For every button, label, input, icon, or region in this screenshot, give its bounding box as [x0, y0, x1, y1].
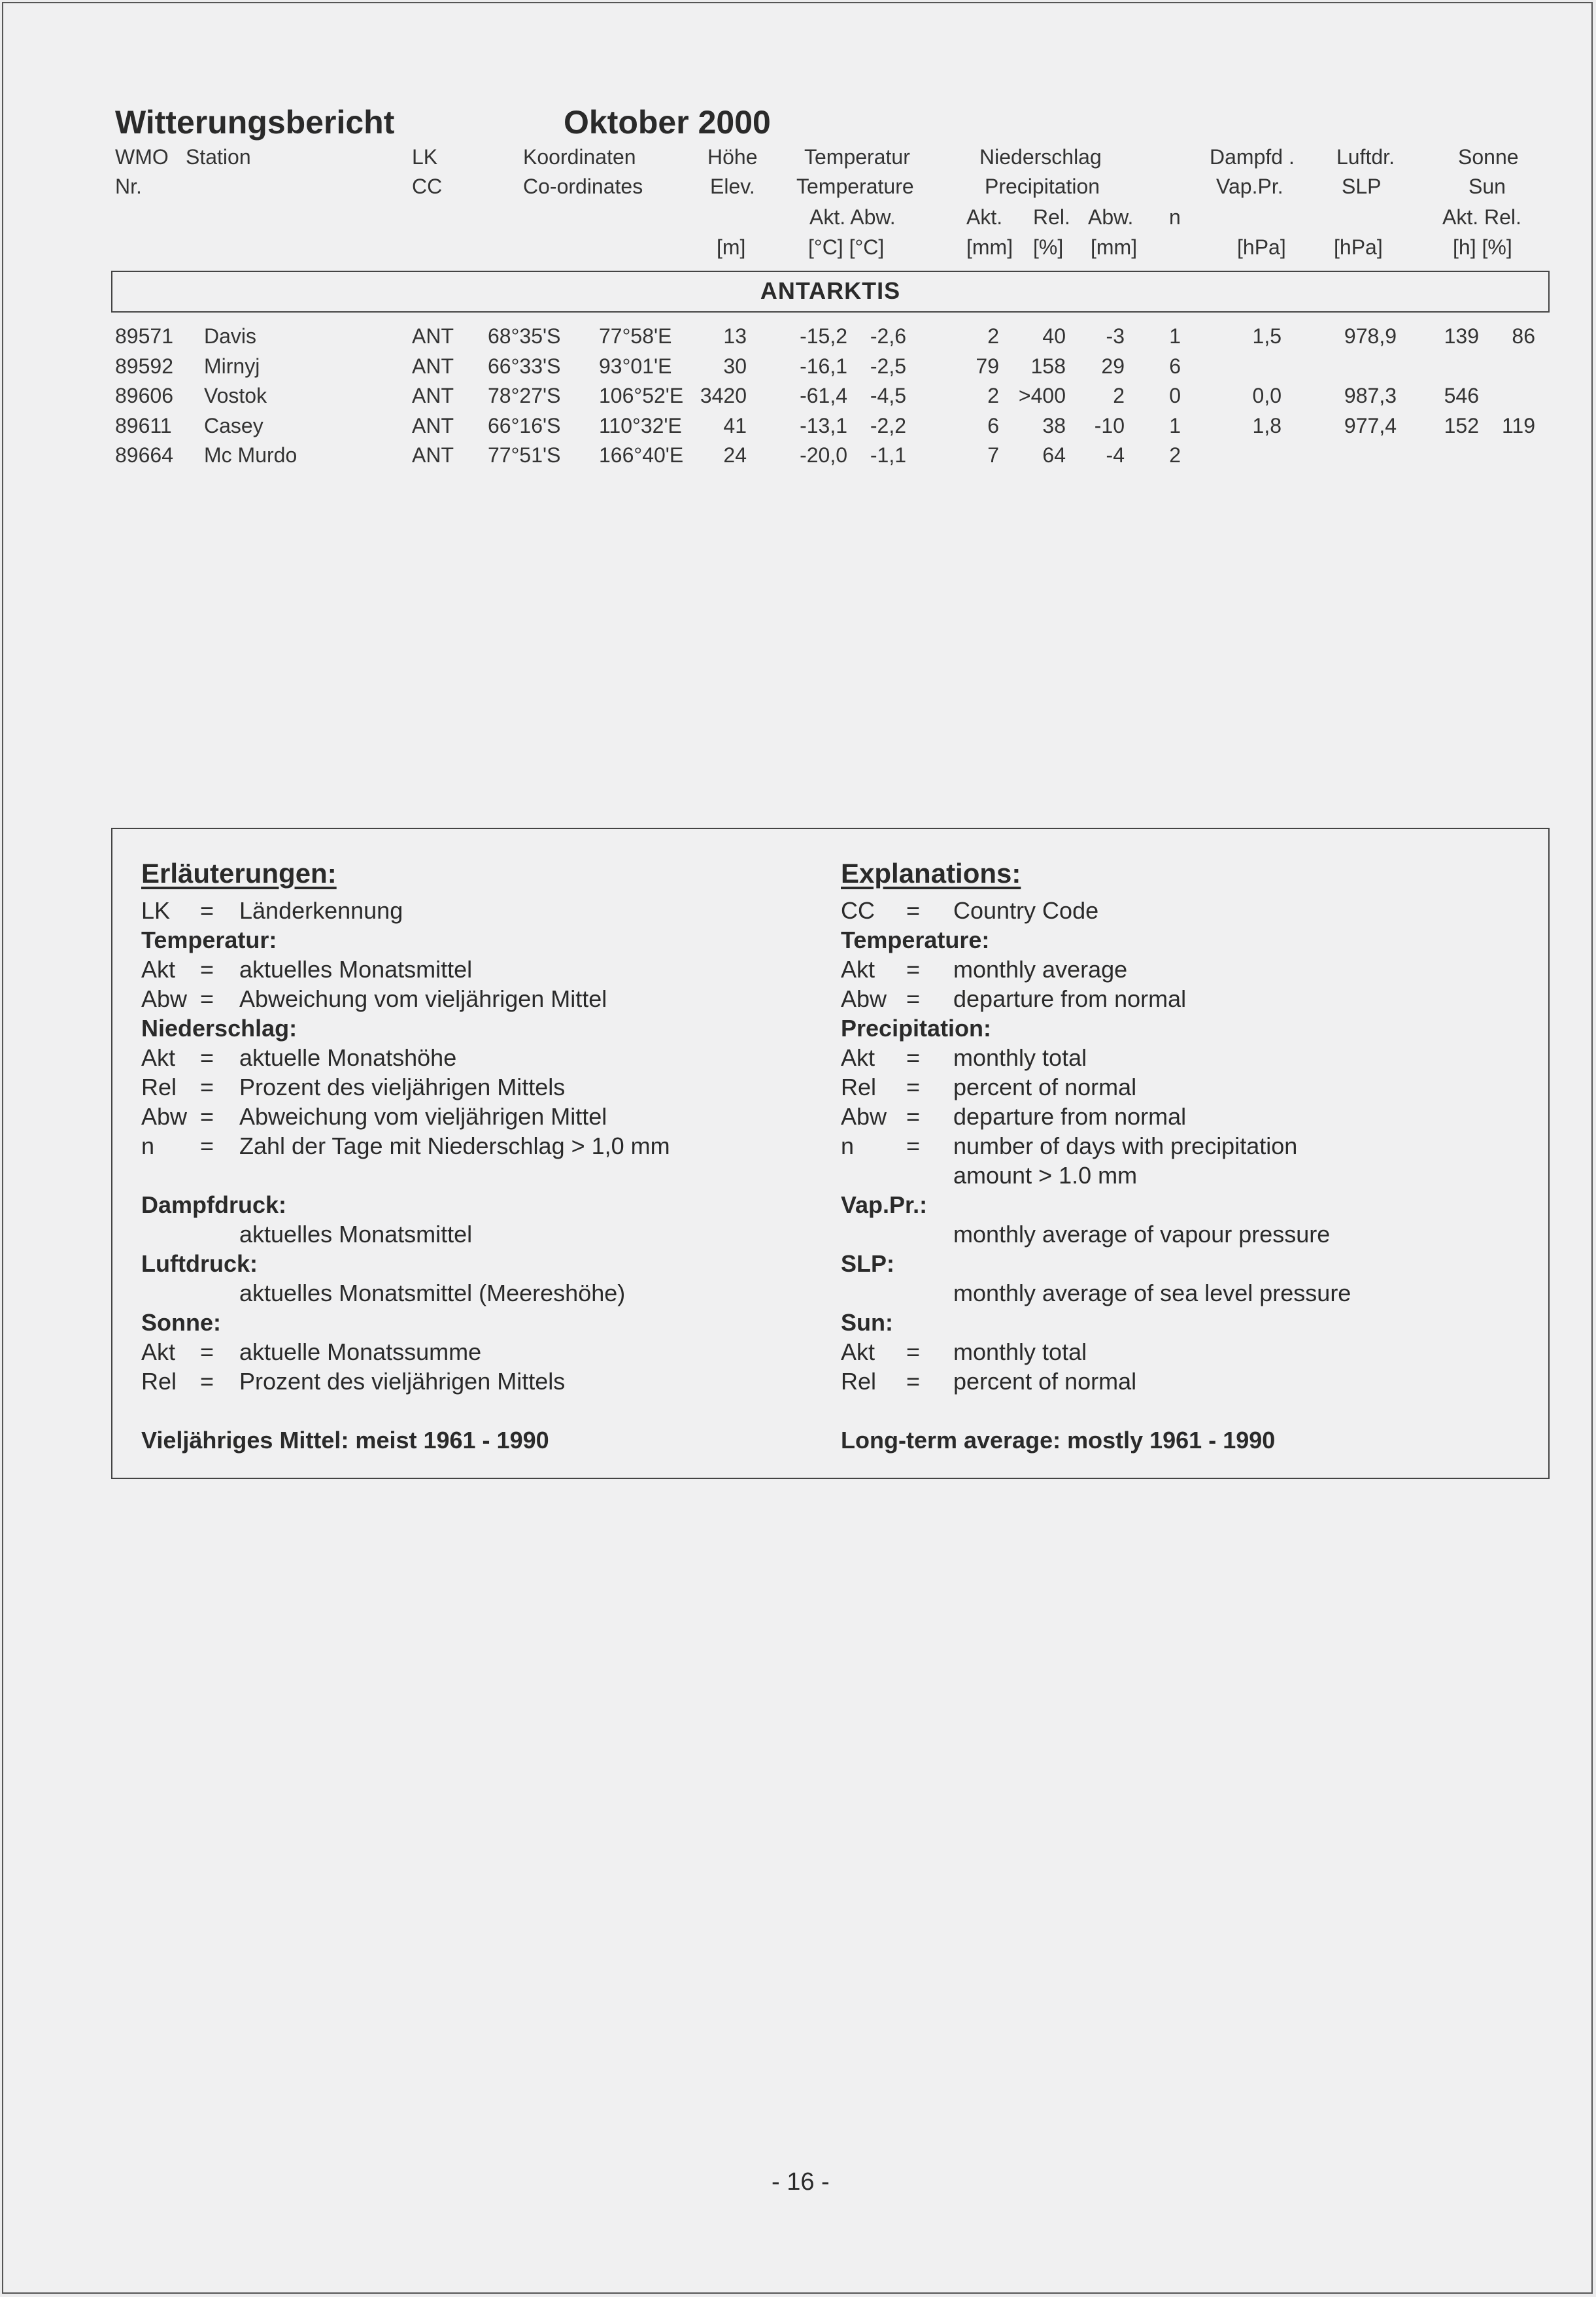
- hdr-slp-unit: [hPa]: [1334, 235, 1383, 259]
- expl-en-temp-abw-eq: =: [906, 985, 921, 1012]
- expl-en-sun-akt-key: Akt: [841, 1338, 875, 1365]
- cell-lk: ANT: [412, 324, 454, 348]
- expl-de-prec-rel-eq: =: [200, 1074, 214, 1100]
- cell-p-akt: 2: [987, 384, 999, 407]
- hdr-prec-n: n: [1169, 205, 1181, 229]
- expl-en-slp-head: SLP:: [841, 1250, 895, 1277]
- cell-t-akt: -61,4: [800, 384, 847, 407]
- expl-en-sun-akt-text: monthly total: [953, 1338, 1087, 1365]
- cell-p-abw: 29: [1101, 354, 1125, 378]
- cell-t-abw: -2,5: [870, 354, 906, 378]
- cell-station: Casey: [204, 413, 263, 437]
- cell-p-rel: 38: [1042, 413, 1066, 437]
- expl-en-prec-n-eq: =: [906, 1132, 921, 1159]
- hdr-lk: LK: [412, 145, 438, 169]
- expl-de-prec-akt-key: Akt: [141, 1044, 176, 1071]
- cell-lat: 77°51'S: [488, 443, 561, 467]
- expl-en-prec-rel-eq: =: [906, 1074, 921, 1100]
- cell-nr: 89664: [115, 443, 173, 467]
- cell-t-abw: -4,5: [870, 384, 906, 407]
- expl-de-prec-n-text: Zahl der Tage mit Niederschlag > 1,0 mm: [239, 1132, 670, 1159]
- cell-p-rel: >400: [1018, 384, 1066, 407]
- expl-de-prec-abw-text: Abweichung vom vieljährigen Mittel: [239, 1103, 607, 1130]
- expl-de-prec-n-key: n: [141, 1132, 155, 1159]
- expl-en-cc-text: Country Code: [953, 897, 1099, 924]
- expl-de-temp-head: Temperatur:: [141, 927, 277, 953]
- cell-lk: ANT: [412, 354, 454, 378]
- cell-p-akt: 6: [987, 413, 999, 437]
- cell-elev: 30: [723, 354, 747, 378]
- explanations-box: [111, 828, 1550, 1479]
- expl-en-temp-akt-eq: =: [906, 956, 921, 983]
- cell-nr: 89606: [115, 384, 173, 407]
- expl-de-dampf-head: Dampfdruck:: [141, 1191, 287, 1218]
- expl-de-luft-head: Luftdruck:: [141, 1250, 258, 1277]
- report-month: Oktober 2000: [564, 104, 771, 141]
- expl-de-temp-akt-key: Akt: [141, 956, 176, 983]
- expl-en-prec-abw-text: departure from normal: [953, 1103, 1187, 1130]
- report-title: Witterungsbericht: [115, 104, 395, 141]
- expl-de-footer: Vieljähriges Mittel: meist 1961 - 1990: [141, 1427, 549, 1454]
- hdr-prec-abw: Abw.: [1088, 205, 1134, 229]
- expl-en-prec-rel-key: Rel: [841, 1074, 877, 1100]
- cell-station: Mc Murdo: [204, 443, 297, 467]
- expl-en-prec-abw-key: Abw: [841, 1103, 887, 1130]
- hdr-elev: Elev.: [710, 175, 755, 198]
- cell-p-abw: -4: [1106, 443, 1125, 467]
- expl-de-prec-n-eq: =: [200, 1132, 214, 1159]
- expl-de-prec-head: Niederschlag:: [141, 1015, 297, 1042]
- cell-p-akt: 7: [987, 443, 999, 467]
- expl-en-prec-rel-text: percent of normal: [953, 1074, 1137, 1100]
- cell-p-abw: 2: [1113, 384, 1125, 407]
- cell-sun-akt: 546: [1444, 384, 1479, 407]
- cell-lk: ANT: [412, 443, 454, 467]
- expl-de-prec-akt-eq: =: [200, 1044, 214, 1071]
- hdr-precipitation: Precipitation: [985, 175, 1100, 198]
- cell-lon: 77°58'E: [599, 324, 672, 348]
- expl-en-temp-abw-text: departure from normal: [953, 985, 1187, 1012]
- cell-t-akt: -20,0: [800, 443, 847, 467]
- expl-de-sonne-akt-key: Akt: [141, 1338, 176, 1365]
- expl-en-sun-rel-eq: =: [906, 1368, 921, 1395]
- cell-elev: 24: [723, 443, 747, 467]
- cell-vap: 0,0: [1252, 384, 1282, 407]
- cell-slp: 977,4: [1344, 413, 1397, 437]
- expl-en-prec-akt-text: monthly total: [953, 1044, 1087, 1071]
- hdr-dampfd: Dampfd .: [1210, 145, 1295, 169]
- hdr-elev-unit: [m]: [717, 235, 746, 259]
- cell-station: Mirnyj: [204, 354, 260, 378]
- cell-nr: 89571: [115, 324, 173, 348]
- expl-de-prec-abw-key: Abw: [141, 1103, 188, 1130]
- hdr-prec-abw-mm: [mm]: [1091, 235, 1138, 259]
- cell-t-abw: -1,1: [870, 443, 906, 467]
- hdr-koordinaten: Koordinaten: [523, 145, 636, 169]
- cell-p-rel: 64: [1042, 443, 1066, 467]
- hdr-prec-akt: Akt.: [966, 205, 1003, 229]
- hdr-sun-akt-rel: Akt. Rel.: [1442, 205, 1521, 229]
- expl-en-temp-head: Temperature:: [841, 927, 990, 953]
- expl-en-sun-rel-text: percent of normal: [953, 1368, 1137, 1395]
- expl-de-temp-abw-key: Abw: [141, 985, 188, 1012]
- region-label: ANTARKTIS: [760, 277, 901, 304]
- hdr-luftdr: Luftdr.: [1336, 145, 1395, 169]
- expl-en-slp-text: monthly average of sea level pressure: [953, 1280, 1351, 1306]
- cell-lon: 93°01'E: [599, 354, 672, 378]
- expl-en-temp-akt-key: Akt: [841, 956, 875, 983]
- expl-de-prec-abw-eq: =: [200, 1103, 214, 1130]
- cell-sun-akt: 139: [1444, 324, 1479, 348]
- cell-t-akt: -16,1: [800, 354, 847, 378]
- cell-p-rel: 40: [1042, 324, 1066, 348]
- hdr-temperature: Temperature: [796, 175, 914, 198]
- cell-elev: 3420: [700, 384, 747, 407]
- expl-en-prec-akt-key: Akt: [841, 1044, 875, 1071]
- cell-p-rel: 158: [1030, 354, 1066, 378]
- hdr-coordinates: Co-ordinates: [523, 175, 643, 198]
- cell-t-abw: -2,2: [870, 413, 906, 437]
- hdr-slp: SLP: [1342, 175, 1382, 198]
- expl-en-temp-akt-text: monthly average: [953, 956, 1128, 983]
- expl-de-sonne-head: Sonne:: [141, 1309, 221, 1336]
- expl-de-lk-key: LK: [141, 897, 171, 924]
- cell-p-akt: 2: [987, 324, 999, 348]
- expl-de-sonne-rel-key: Rel: [141, 1368, 177, 1395]
- expl-en-footer: Long-term average: mostly 1961 - 1990: [841, 1427, 1276, 1454]
- expl-de-dampf-text: aktuelles Monatsmittel: [239, 1221, 473, 1248]
- expl-en-prec-abw-eq: =: [906, 1103, 921, 1130]
- hdr-prec-pct: [%]: [1033, 235, 1064, 259]
- hdr-prec-mm: [mm]: [966, 235, 1013, 259]
- expl-en-temp-abw-key: Abw: [841, 985, 887, 1012]
- expl-de-temp-abw-text: Abweichung vom vieljährigen Mittel: [239, 985, 607, 1012]
- expl-de-lk-text: Länderkennung: [239, 897, 403, 924]
- cell-n: 2: [1169, 443, 1181, 467]
- cell-lat: 66°16'S: [488, 413, 561, 437]
- expl-en-prec-n-key: n: [841, 1132, 855, 1159]
- expl-de-temp-akt-eq: =: [200, 956, 214, 983]
- hdr-wmo: WMO: [115, 145, 169, 169]
- cell-station: Vostok: [204, 384, 267, 407]
- hdr-temp-akt-abw: Akt. Abw.: [809, 205, 896, 229]
- page-number: - 16 -: [772, 2168, 830, 2196]
- expl-en-prec-n-text2: amount > 1.0 mm: [953, 1162, 1138, 1189]
- cell-p-abw: -3: [1106, 324, 1125, 348]
- hdr-cc: CC: [412, 175, 443, 198]
- hdr-niederschlag: Niederschlag: [979, 145, 1102, 169]
- cell-sun-rel: 119: [1501, 413, 1535, 437]
- expl-de-temp-akt-text: aktuelles Monatsmittel: [239, 956, 473, 983]
- cell-sun-akt: 152: [1444, 413, 1479, 437]
- cell-slp: 978,9: [1344, 324, 1397, 348]
- cell-elev: 13: [723, 324, 747, 348]
- cell-lon: 166°40'E: [599, 443, 684, 467]
- expl-de-prec-rel-key: Rel: [141, 1074, 177, 1100]
- cell-n: 0: [1169, 384, 1181, 407]
- cell-n: 6: [1169, 354, 1181, 378]
- cell-station: Davis: [204, 324, 257, 348]
- expl-en-heading: Explanations:: [841, 858, 1021, 889]
- expl-en-sun-akt-eq: =: [906, 1338, 921, 1365]
- expl-de-prec-akt-text: aktuelle Monatshöhe: [239, 1044, 457, 1071]
- expl-en-sun-head: Sun:: [841, 1309, 893, 1336]
- hdr-prec-rel: Rel.: [1033, 205, 1070, 229]
- expl-de-prec-rel-text: Prozent des vieljährigen Mittels: [239, 1074, 566, 1100]
- expl-en-vap-head: Vap.Pr.:: [841, 1191, 928, 1218]
- expl-en-prec-akt-eq: =: [906, 1044, 921, 1071]
- cell-nr: 89592: [115, 354, 173, 378]
- region-header: [111, 271, 1550, 313]
- cell-lon: 106°52'E: [599, 384, 684, 407]
- cell-t-akt: -13,1: [800, 413, 847, 437]
- cell-nr: 89611: [115, 413, 172, 437]
- expl-en-cc-eq: =: [906, 897, 921, 924]
- cell-lat: 66°33'S: [488, 354, 561, 378]
- hdr-sun-units: [h] [%]: [1453, 235, 1512, 259]
- cell-t-abw: -2,6: [870, 324, 906, 348]
- expl-en-prec-head: Precipitation:: [841, 1015, 992, 1042]
- hdr-sonne: Sonne: [1458, 145, 1519, 169]
- hdr-vappr: Vap.Pr.: [1216, 175, 1283, 198]
- hdr-vappr-unit: [hPa]: [1237, 235, 1286, 259]
- expl-de-luft-text: aktuelles Monatsmittel (Meereshöhe): [239, 1280, 626, 1306]
- cell-t-akt: -15,2: [800, 324, 847, 348]
- expl-de-heading: Erläuterungen:: [141, 858, 337, 889]
- hdr-nr: Nr.: [115, 175, 142, 198]
- hdr-temp-units: [°C] [°C]: [808, 235, 885, 259]
- cell-elev: 41: [723, 413, 747, 437]
- expl-de-sonne-rel-text: Prozent des vieljährigen Mittels: [239, 1368, 566, 1395]
- cell-n: 1: [1169, 413, 1181, 437]
- cell-lk: ANT: [412, 384, 454, 407]
- cell-vap: 1,5: [1252, 324, 1282, 348]
- expl-de-temp-abw-eq: =: [200, 985, 214, 1012]
- hdr-hoehe: Höhe: [707, 145, 758, 169]
- expl-en-prec-n-text: number of days with precipitation: [953, 1132, 1298, 1159]
- expl-de-lk-eq: =: [200, 897, 214, 924]
- expl-en-vap-text: monthly average of vapour pressure: [953, 1221, 1331, 1248]
- expl-de-sonne-akt-text: aktuelle Monatssumme: [239, 1338, 482, 1365]
- cell-lon: 110°32'E: [599, 413, 682, 437]
- expl-de-sonne-akt-eq: =: [200, 1338, 214, 1365]
- cell-p-abw: -10: [1094, 413, 1125, 437]
- hdr-temperatur: Temperatur: [804, 145, 910, 169]
- cell-slp: 987,3: [1344, 384, 1397, 407]
- expl-en-sun-rel-key: Rel: [841, 1368, 877, 1395]
- cell-n: 1: [1169, 324, 1181, 348]
- cell-sun-rel: 86: [1512, 324, 1535, 348]
- expl-de-sonne-rel-eq: =: [200, 1368, 214, 1395]
- cell-lat: 68°35'S: [488, 324, 561, 348]
- cell-vap: 1,8: [1252, 413, 1282, 437]
- hdr-sun: Sun: [1469, 175, 1506, 198]
- hdr-station: Station: [186, 145, 251, 169]
- cell-lat: 78°27'S: [488, 384, 561, 407]
- expl-en-cc-key: CC: [841, 897, 875, 924]
- cell-p-akt: 79: [976, 354, 999, 378]
- cell-lk: ANT: [412, 413, 454, 437]
